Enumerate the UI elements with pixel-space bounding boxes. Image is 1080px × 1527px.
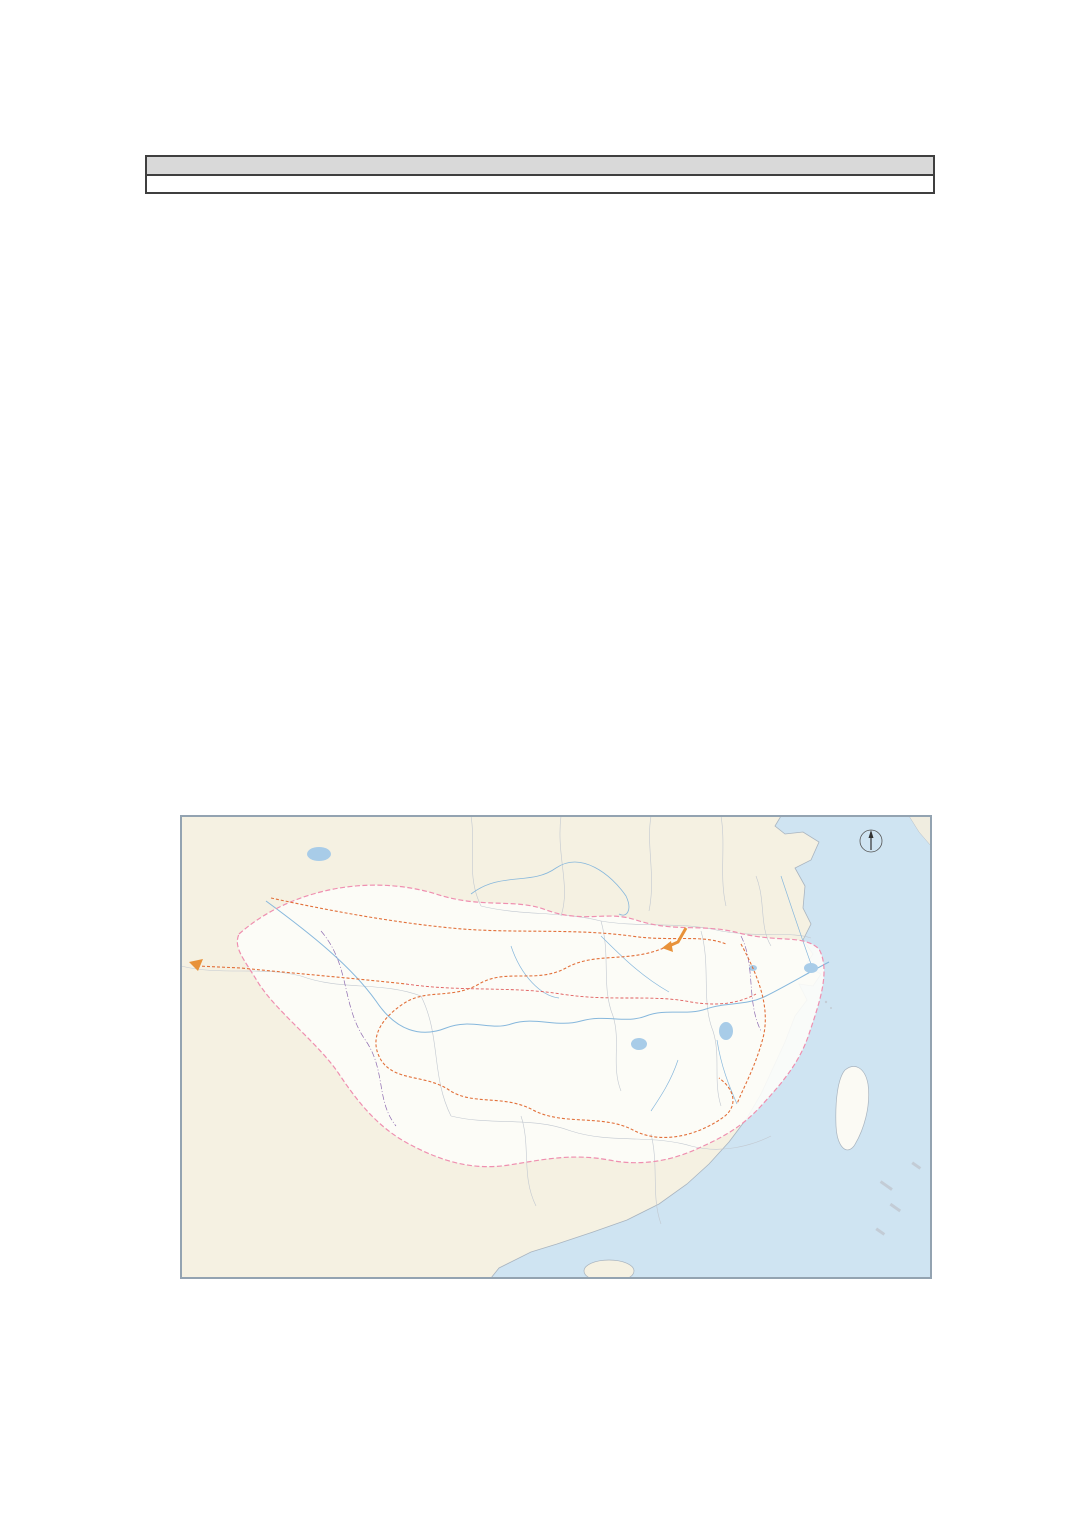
neighbor-land [909, 816, 931, 846]
callout-box-body [147, 176, 933, 192]
planning-map [180, 815, 932, 1279]
map-block [180, 812, 930, 1283]
compass-icon [860, 830, 882, 852]
hainan-island [584, 1260, 634, 1279]
callout-box-title [147, 157, 933, 176]
taiwan-island [836, 1066, 869, 1149]
callout-box [145, 155, 935, 194]
